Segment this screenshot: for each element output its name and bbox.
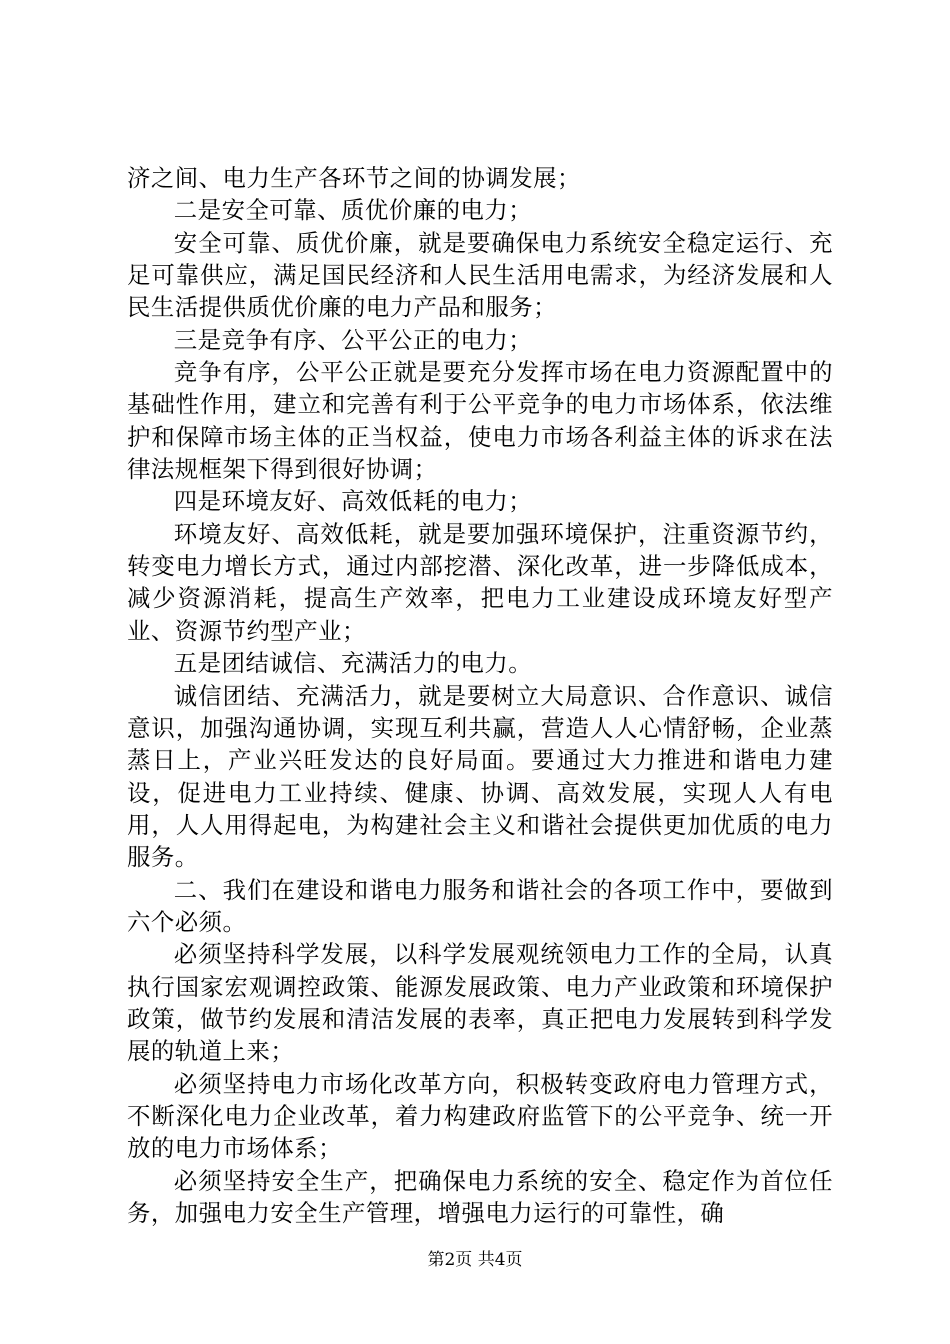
paragraph-continued: 济之间、电力生产各环节之间的协调发展； xyxy=(127,164,581,192)
paragraph: 安全可靠、质优价廉，就是要确保电力系统安全稳定运行、充足可靠供应，满足国民经济和人民生活用电需求，为经济发展和人民生活提供质优价廉的电力产品和服务； xyxy=(127,228,833,322)
paragraph: 竞争有序，公平公正就是要充分发挥市场在电力资源配置中的基础性作用，建立和完善有利于公平竞争的电力市场体系，依法维护和保障市场主体的正当权益，使电力市场各利益主体的诉求在法律法规框架下得到很好协调； xyxy=(127,358,833,484)
paragraph: 四是环境友好、高效低耗的电力； xyxy=(173,487,533,516)
document-body xyxy=(127,162,833,1229)
page-footer xyxy=(0,1249,950,1271)
paragraph: 诚信团结、充满活力，就是要树立大局意识、合作意识、诚信意识，加强沟通协调，实现互利共赢，营造人人心情舒畅，企业蒸蒸日上，产业兴旺发达的良好局面。要通过大力推进和谐电力建设，促进电力工业持续、健康、协调、高效发展，实现人人有电用，人人用得起电，为构建社会主义和谐社会提供更加优质的电力服务。 xyxy=(127,681,833,872)
section-heading: 二、我们在建设和谐电力服务和谐社会的各项工作中，要做到六个必须。 xyxy=(127,875,833,936)
paragraph: 五是团结诚信、充满活力的电力。 xyxy=(173,649,533,678)
page-number-label: 第2页 共4页 xyxy=(427,1250,523,1270)
paragraph: 三是竞争有序、公平公正的电力； xyxy=(173,325,533,354)
paragraph: 必须坚持电力市场化改革方向，积极转变政府电力管理方式，不断深化电力企业改革，着力构建政府监管下的公平竞争、统一开放的电力市场体系； xyxy=(127,1069,833,1163)
paragraph: 必须坚持安全生产，把确保电力系统的安全、稳定作为首位任务，加强电力安全生产管理，增强电力运行的可靠性，确 xyxy=(127,1166,833,1227)
paragraph: 环境友好、高效低耗，就是要加强环境保护，注重资源节约，转变电力增长方式，通过内部挖潜、深化改革，进一步降低成本，减少资源消耗，提高生产效率，把电力工业建设成环境友好型产业、资源节约型产业； xyxy=(127,519,833,645)
paragraph: 必须坚持科学发展，以科学发展观统领电力工作的全局，认真执行国家宏观调控政策、能源发展政策、电力产业政策和环境保护政策，做节约发展和清洁发展的表率，真正把电力发展转到科学发展的轨道上来； xyxy=(127,940,833,1066)
paragraph: 二是安全可靠、质优价廉的电力； xyxy=(173,196,533,225)
